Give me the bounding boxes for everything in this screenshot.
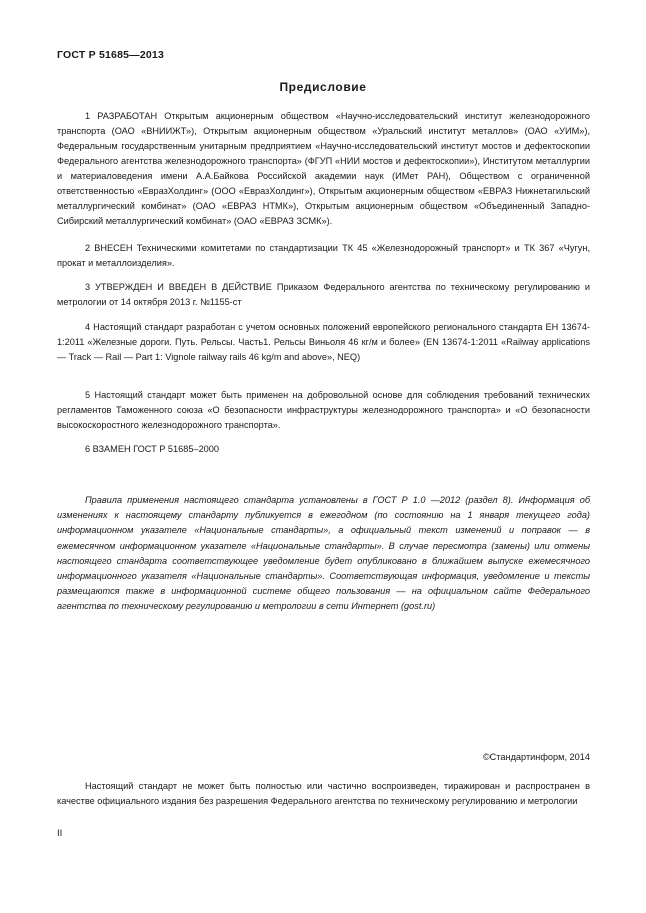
application-rules-notice: Правила применения настоящего стандарта установлены в ГОСТ Р 1.0 —2012 (раздел 8). Информация об изменениях к настоящему стандарту публикуется в ежегодном (по состоянию на 1 января текущего года) информационном указателе «Национальные стандарты», а официальный текст изменений и поправок — в ежемесячном информационном указателе «Национальные стандарты». В случае пересмотра (замены) или отмены настоящего стандарта соответствующее уведомление будет опубликовано в ближайшем выпуске ежемесячного информационного указателя «Национальные стандарты». Соответствующая информация, уведомление и тексты размещаются также в информационной системе общего пользования — на официальном сайте Федерального агентства по техническому регулированию и метрологии в сети Интернет (gost.ru): [57, 495, 590, 612]
reproduction-notice: Настоящий стандарт не может быть полностью или частично воспроизведен, тиражирован и распространен в качестве официального издания без разрешения Федерального агентства по техническому регулированию и метрологии: [57, 781, 590, 806]
page-number: II: [57, 828, 63, 839]
foreword-item-3: 3 УТВЕРЖДЕН И ВВЕДЕН В ДЕЙСТВИЕ Приказом Федерального агентства по техническому регулированию и метрологии от 14 октября 2013 г. №1155-ст: [57, 282, 590, 307]
document-code: ГОСТ Р 51685—2013: [57, 49, 165, 61]
foreword-item-5: 5 Настоящий стандарт может быть применен на добровольной основе для соблюдения требований технических регламентов Таможенного союза «О безопасности инфраструктуры железнодорожного транспорта» и «О безопасности высокоскоростного железнодорожного транспорта».: [57, 390, 590, 430]
copyright: ©Стандартинформ, 2014: [482, 752, 590, 762]
foreword-item-1: 1 РАЗРАБОТАН Открытым акционерным обществом «Научно-исследовательский институт железнодорожного транспорта (ОАО «ВНИИЖТ»), Открытым акционерным обществом «Уральский институт металлов» (ОАО «УИМ»), Федеральным государственным унитарным предприятием «Научно-исследовательский институт мостов и дефектоскопии Федерального агентства железнодорожного транспорта» (ФГУП «НИИ мостов и дефектоскопии»), Институтом металлургии и материаловедения имени А.А.Байкова Российской академии наук (ИМет РАН), Обществом с ограниченной ответственностью «ЕвразХолдинг» (ООО «ЕвразХолдинг»), Открытым акционерным обществом «ЕВРАЗ Нижнетагильский металлургический комбинат» (ОАО «ЕВРАЗ НТМК»), Открытым акционерным обществом «Объединенный Западно-Сибирский металлургический комбинат» (ОАО «ЕВРАЗ ЗСМК»).: [57, 111, 590, 226]
foreword-item-4: 4 Настоящий стандарт разработан с учетом основных положений европейского регионального стандарта ЕН 13674-1:2011 «Железные дороги. Путь. Рельсы. Часть1. Рельсы Виньоля 46 кг/м и более» (EN 13674-1:2011 «Railway applications — Track — Rail — Part 1: Vignole railway rails 46 kg/m and above», NEQ): [57, 322, 590, 362]
foreword-item-6: 6 ВЗАМЕН ГОСТ Р 51685–2000: [85, 444, 220, 454]
foreword-item-2: 2 ВНЕСЕН Техническими комитетами по стандартизации ТК 45 «Железнодорожный транспорт» и ТК 367 «Чугун, прокат и металлоизделия».: [57, 243, 590, 268]
foreword-title: Предисловие: [279, 80, 367, 94]
